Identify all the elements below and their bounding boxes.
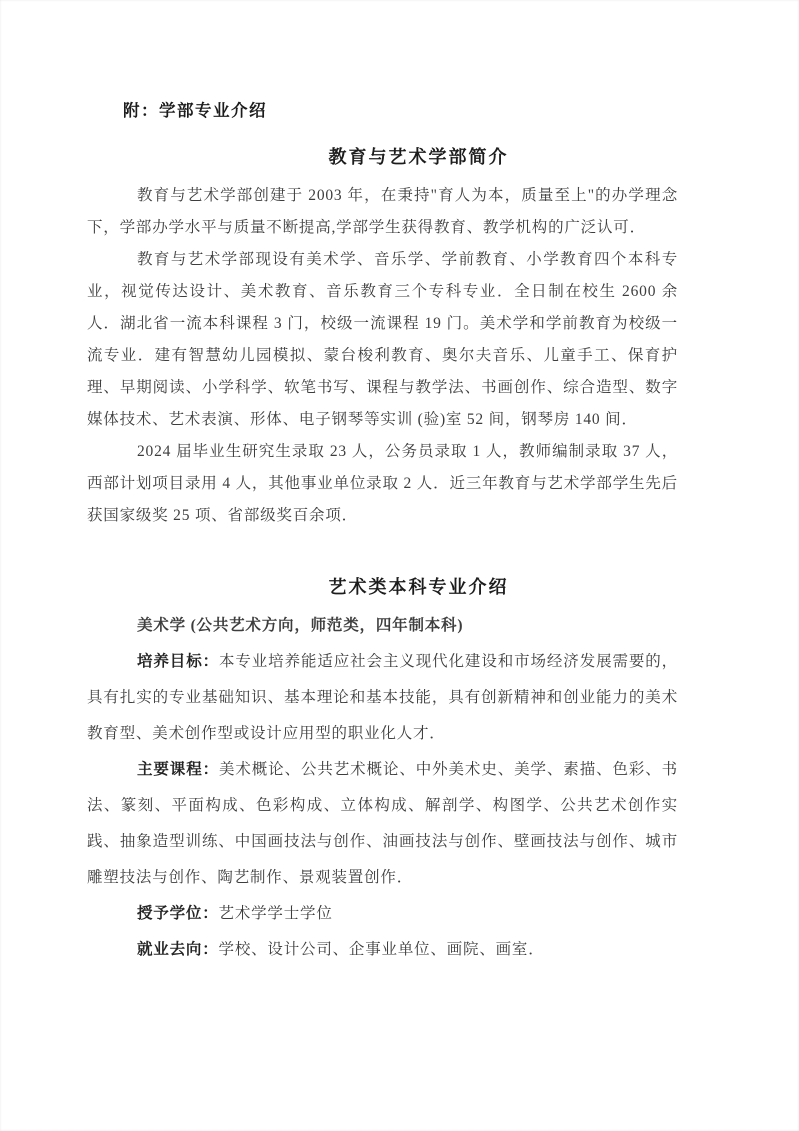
field-row-degree-awarded [87, 896, 678, 932]
field-text-main-courses: 美术概论、公共艺术概论、中外美术史、美学、素描、色彩、书法、篆刻、平面构成、色彩构成、立体构成、解剖学、构图学、公共艺术创作实践、抽象造型训练、中国画技法与创作、油画技法与创作、壁画技法与创作、城市雕塑技法与创作、陶艺制作、景观装置创作． [87, 761, 678, 886]
field-row-training-objective [87, 644, 678, 752]
faculty-paragraph-1: 教育与艺术学部创建于 2003 年，在秉持"育人为本，质量至上"的办学理念下，学部办学水平与质量不断提高,学部学生获得教育、教学机构的广泛认可． [87, 187, 678, 236]
majors-section [87, 574, 678, 968]
field-row-main-courses [87, 752, 678, 896]
field-text-employment-direction: 学校、设计公司、企事业单位、画院、画室． [218, 941, 545, 958]
program-title: 美术学 (公共艺术方向，师范类，四年制本科) [137, 617, 464, 634]
faculty-section-heading: 教育与艺术学部简介 [328, 147, 509, 167]
field-label-training-objective: 培养目标： [137, 653, 219, 670]
field-label-main-courses: 主要课程： [137, 761, 219, 778]
field-row-employment-direction [87, 932, 678, 968]
faculty-paragraph-2: 教育与艺术学部现设有美术学、音乐学、学前教育、小学教育四个本科专业，视觉传达设计、美术教育、音乐教育三个专科专业．全日制在校生 2600 余人．湖北省一流本科课程 3 门，校级一流课程 19 门。美术学和学前教育为校级一流专业．建有智慧幼儿园模拟、蒙台梭利教育、奥尔夫音乐、儿童手工、保育护理、早期阅读、小学科学、软笔书写、课程与教学法、书画创作、综合造型、数字媒体技术、艺术表演、形体、电子钢琴等实训 (验)室 52 间，钢琴房 140 间． [87, 251, 678, 428]
majors-section-heading: 艺术类本科专业介绍 [328, 577, 509, 597]
field-text-training-objective: 本专业培养能适应社会主义现代化建设和市场经济发展需要的，具有扎实的专业基础知识、基本理论和基本技能，具有创新精神和创业能力的美术教育型、美术创作型或设计应用型的职业化人才． [87, 653, 678, 742]
field-label-degree-awarded: 授予学位： [137, 905, 219, 922]
faculty-section [87, 144, 678, 532]
field-label-employment-direction: 就业去向： [137, 941, 219, 958]
faculty-paragraph-3: 2024 届毕业生研究生录取 23 人，公务员录取 1 人，教师编制录取 37 人，西部计划项目录用 4 人，其他事业单位录取 2 人．近三年教育与艺术学部学生先后获国家级奖 25 项、省部级奖百余项． [87, 443, 678, 524]
attachment-title: 附：学部专业介绍 [123, 102, 267, 120]
field-text-degree-awarded: 艺术学学士学位 [218, 905, 333, 922]
